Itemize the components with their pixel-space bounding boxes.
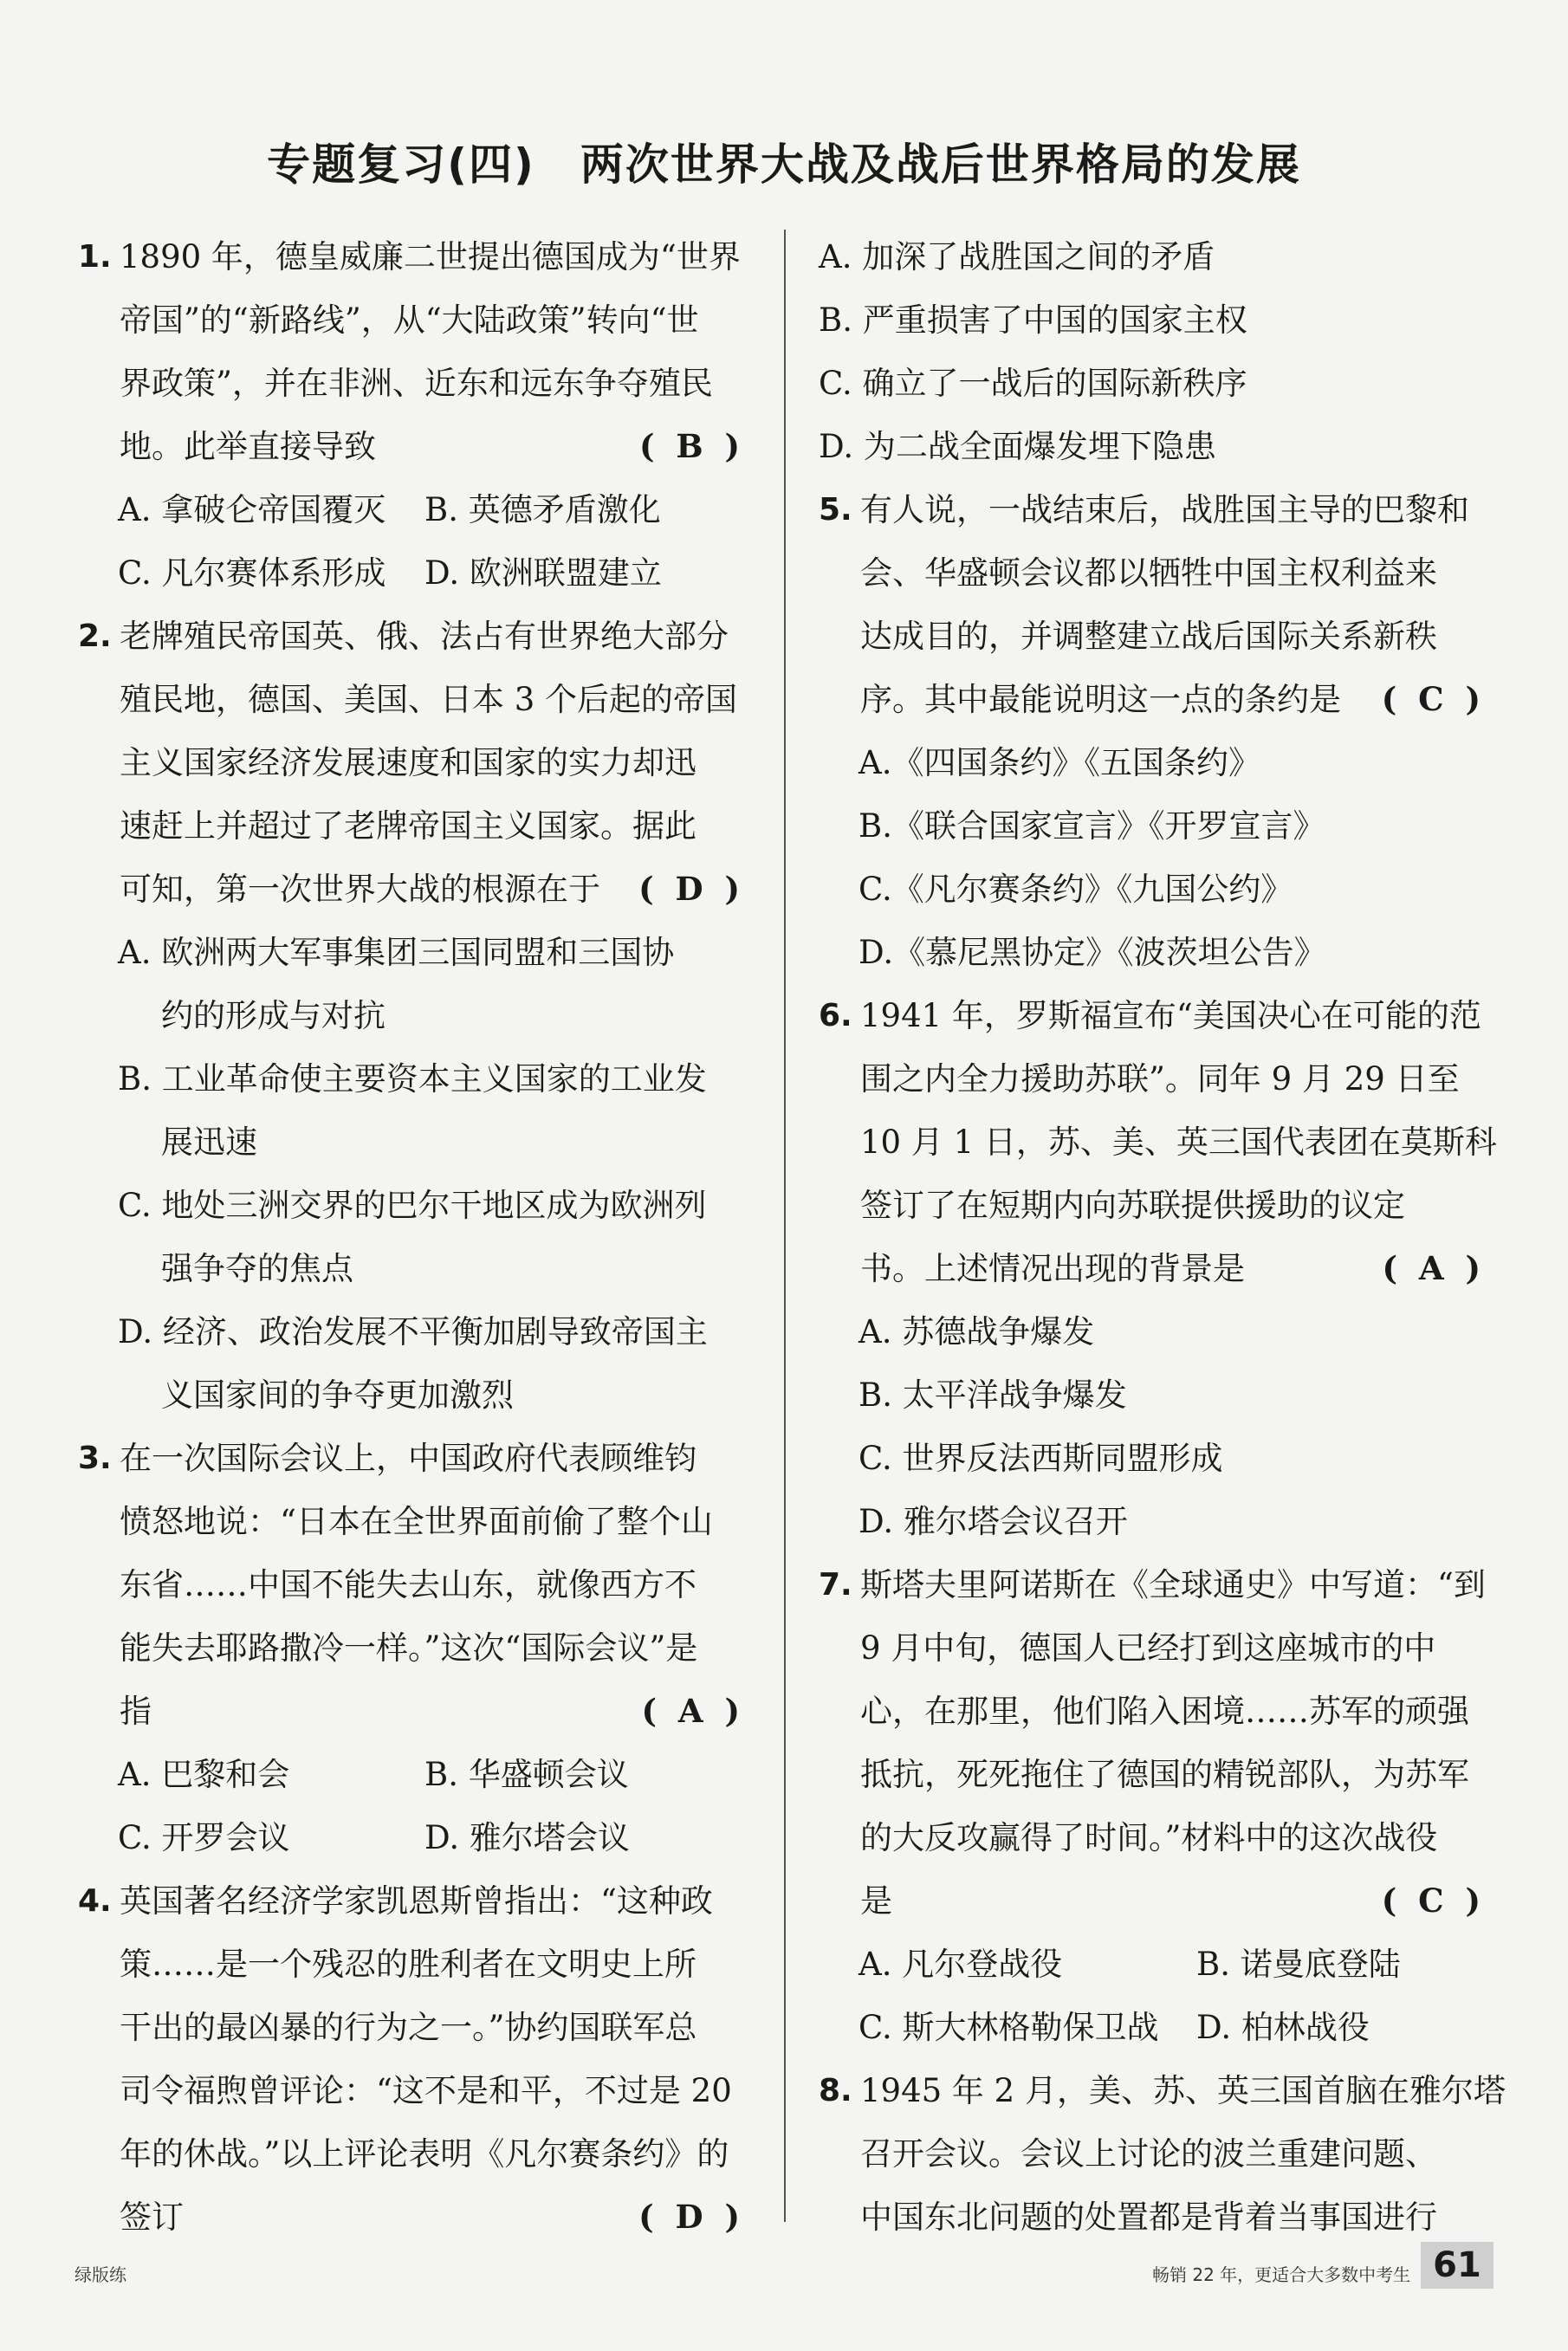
option-c: C. 凡尔赛体系形成 [118,554,386,592]
question-number: 7. [819,1567,852,1603]
question-text: 指 [120,1693,152,1730]
answer: ( D ) [638,870,745,908]
question-text: 达成目的，并调整建立战后国际关系新秩 [860,618,1437,655]
question-number: 2. [78,619,112,654]
answer: ( A ) [1382,1249,1486,1287]
option-b: B.《联合国家宣言》《开罗宣言》 [859,807,1325,845]
question-text: 速赶上并超过了老牌帝国主义国家。据此 [120,807,697,845]
question-text: 9 月中旬，德国人已经打到这座城市的中 [860,1629,1436,1667]
option-b: B. 太平洋战争爆发 [859,1376,1127,1414]
question-text: 签订了在短期内向苏联提供援助的议定 [860,1187,1405,1224]
question-text: 的大反攻赢得了时间。”材料中的这次战役 [860,1819,1438,1856]
question-text: 老牌殖民帝国英、俄、法占有世界绝大部分 [120,618,729,655]
question-text: 签订 [120,2199,184,2236]
option-b: B. 英德矛盾激化 [424,491,661,528]
question-text: 界政策”，并在非洲、近东和远东争夺殖民 [120,365,713,402]
question-text: 斯塔夫里阿诺斯在《全球通史》中写道：“到 [860,1566,1486,1603]
option-a: A.《四国条约》《五国条约》 [859,744,1260,781]
question-text: 是 [860,1882,892,1920]
answer: ( C ) [1381,680,1486,718]
footer-slogan: 畅销 22 年，更适合大多数中考生 [1152,2264,1411,2285]
right-column [819,225,1506,2249]
question-number: 8. [819,2073,852,2108]
column-divider [784,230,786,2222]
option-d: D. 柏林战役 [1196,2009,1370,2046]
question-text: 能失去耶路撒冷一样。”这次“国际会议”是 [120,1629,698,1667]
answer: ( D ) [638,2198,745,2236]
option-d: D. 雅尔塔会议 [424,1819,630,1856]
option-b: B. 华盛顿会议 [424,1756,629,1793]
question-text: 司令福煦曾评论：“这不是和平，不过是 20 [120,2072,732,2109]
question-4 [78,1869,745,2249]
question-text: 主义国家经济发展速度和国家的实力却迅 [120,744,697,781]
question-text: 英国著名经济学家凯恩斯曾指出：“这种政 [120,1882,713,1920]
question-text: 10 月 1 日，苏、美、英三国代表团在莫斯科 [860,1124,1497,1161]
question-number: 1. [78,239,112,275]
option-d-cont: 义国家间的争夺更加激烈 [161,1376,514,1414]
answer: ( A ) [641,1692,745,1730]
option-d: D. 经济、政治发展不平衡加剧导致帝国主 [118,1313,708,1350]
question-text: 策……是一个残忍的胜利者在文明史上所 [120,1946,697,1983]
question-7 [819,1553,1486,2059]
question-text: 序。其中最能说明这一点的条约是 [860,681,1341,718]
option-a: A. 欧洲两大军事集团三国同盟和三国协 [118,934,675,971]
question-number: 3. [78,1441,112,1476]
question-text: 会、华盛顿会议都以牺牲中国主权利益来 [860,554,1437,592]
question-text: 东省……中国不能失去山东，就像西方不 [120,1566,697,1603]
question-text: 在一次国际会议上，中国政府代表顾维钧 [120,1440,697,1477]
question-1 [78,225,745,605]
question-text: 干出的最凶暴的行为之一。”协约国联军总 [120,2009,697,2046]
question-text: 1941 年，罗斯福宣布“美国决心在可能的范 [860,997,1481,1034]
option-c: C. 斯大林格勒保卫战 [859,2009,1159,2046]
question-text: 召开会议。会议上讨论的波兰重建问题、 [860,2135,1437,2173]
question-text: 中国东北问题的处置都是背着当事国进行 [860,2199,1437,2236]
question-number: 6. [819,998,852,1033]
option-b: B. 工业革命使主要资本主义国家的工业发 [118,1060,707,1098]
question-text: 愤怒地说：“日本在全世界面前偷了整个山 [120,1503,713,1540]
option-d: D. 雅尔塔会议召开 [859,1503,1128,1540]
option-c: C. 开罗会议 [118,1819,290,1856]
question-3 [78,1427,745,1869]
question-text: 殖民地，德国、美国、日本 3 个后起的帝国 [120,681,738,718]
question-text: 1890 年，德皇威廉二世提出德国成为“世界 [120,238,741,275]
question-text: 心，在那里，他们陷入困境……苏军的顽强 [860,1693,1469,1730]
left-column [78,225,745,2249]
question-2 [78,605,745,1427]
question-4-options [819,225,1486,478]
question-text: 1945 年 2 月，美、苏、英三国首脑在雅尔塔 [860,2072,1506,2109]
question-text: 地。此举直接导致 [120,428,376,465]
option-a: A. 加深了战胜国之间的矛盾 [819,238,1215,275]
answer: ( B ) [638,427,745,465]
option-b: B. 诺曼底登陆 [1196,1946,1401,1983]
question-8 [819,2059,1506,2249]
question-text: 围之内全力援助苏联”。同年 9 月 29 日至 [860,1060,1460,1098]
option-a: A. 苏德战争爆发 [859,1313,1095,1350]
option-d: D. 为二战全面爆发埋下隐患 [819,428,1216,465]
page-number: 61 [1421,2242,1493,2289]
option-d: D. 欧洲联盟建立 [424,554,662,592]
question-text: 有人说，一战结束后，战胜国主导的巴黎和 [860,491,1469,528]
option-d: D.《慕尼黑协定》《波茨坦公告》 [859,934,1326,971]
footer-brand: 绿版练 [75,2264,126,2285]
option-c: C. 世界反法西斯同盟形成 [859,1440,1223,1477]
option-c: C.《凡尔赛条约》《九国公约》 [859,871,1293,908]
answer: ( C ) [1381,1881,1486,1920]
option-c: C. 确立了一战后的国际新秩序 [819,365,1247,402]
option-a-cont: 约的形成与对抗 [161,997,386,1034]
question-text: 书。上述情况出现的背景是 [860,1250,1245,1287]
question-text: 年的休战。”以上评论表明《凡尔赛条约》的 [120,2135,729,2173]
option-b-cont: 展迅速 [161,1124,257,1161]
option-a: A. 巴黎和会 [118,1756,290,1793]
question-text: 可知，第一次世界大战的根源在于 [120,871,600,908]
option-c-cont: 强争夺的焦点 [161,1250,353,1287]
question-6 [819,984,1497,1553]
option-a: A. 凡尔登战役 [859,1946,1063,1983]
option-a: A. 拿破仑帝国覆灭 [118,491,386,528]
question-5 [819,478,1486,984]
page-title: 专题复习(四) 两次世界大战及战后世界格局的发展 [267,139,1301,190]
question-text: 抵抗，死死拖住了德国的精锐部队，为苏军 [860,1756,1469,1793]
question-number: 5. [819,492,852,528]
question-number: 4. [78,1883,112,1919]
option-b: B. 严重损害了中国的国家主权 [819,301,1247,339]
option-c: C. 地处三洲交界的巴尔干地区成为欧洲列 [118,1187,707,1224]
question-text: 帝国”的“新路线”，从“大陆政策”转向“世 [120,301,699,339]
